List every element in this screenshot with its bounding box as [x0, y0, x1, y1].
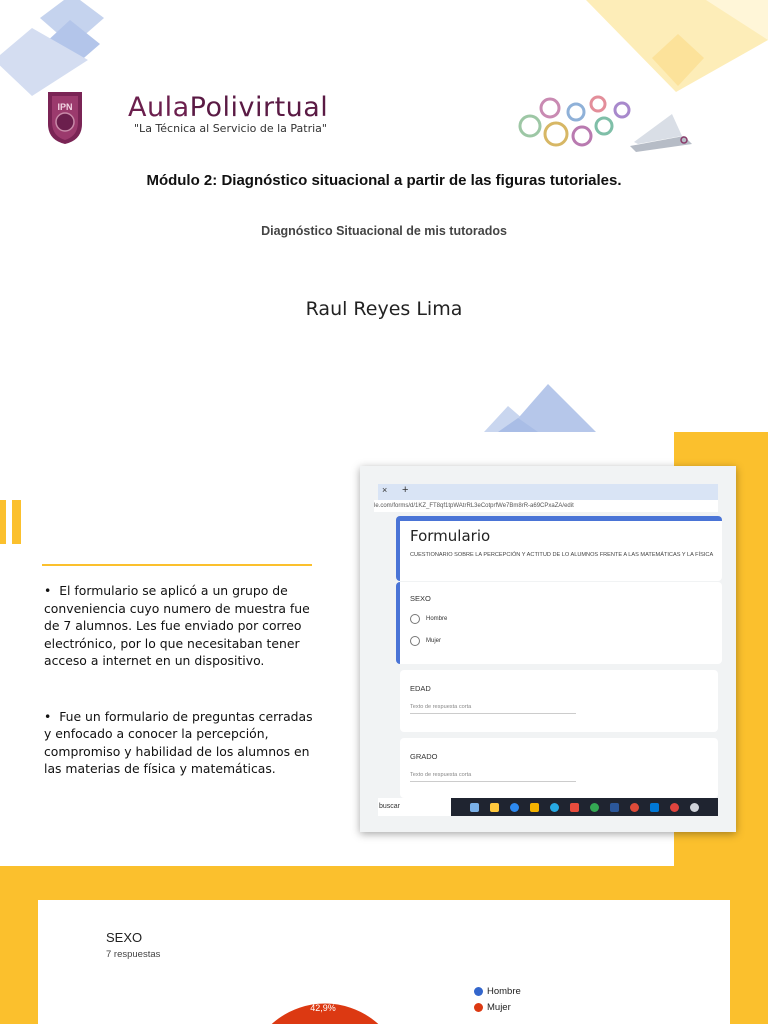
legend-item-hombre: [474, 986, 521, 997]
form-description: CUESTIONARIO SOBRE LA PERCEPCIÓN Y ACTITUD DE LO ALUMNOS FRENTE A LAS MATEMÁTICAS Y LA FÍSICA: [410, 552, 714, 558]
taskbar-app-icon: [470, 803, 479, 812]
ipn-seal-logo: [44, 86, 86, 146]
form-title: Formulario: [410, 527, 491, 545]
gear-icon: [690, 803, 699, 812]
slide-title: Módulo 2: Diagnóstico situacional a partir de las figuras tutoriales.: [146, 172, 622, 189]
taskbar-app-icon: [650, 803, 659, 812]
question-label-edad: EDAD: [410, 684, 431, 693]
yellow-bar-left-1: [0, 500, 6, 544]
radio-mujer-icon: [410, 636, 420, 646]
option-mujer-label: Mujer: [426, 638, 442, 644]
bullet-item-1: • El formulario se aplicó a un grupo de conveniencia cuyo numero de muestra fue de 7 alumnos. Les fue enviado por correo electrónico, por lo que necesitaban tener acceso a internet en un dispositivo.: [44, 582, 314, 670]
taskbar-app-icon: [570, 803, 579, 812]
taskbar-search: buscar: [378, 798, 451, 816]
pie-chart: [38, 900, 730, 1024]
question-card-edad: [400, 670, 718, 732]
author-name: Raul Reyes Lima: [305, 298, 463, 320]
bullet-list: [44, 582, 314, 816]
option-hombre: [410, 614, 447, 624]
option-hombre-label: Hombre: [426, 616, 448, 622]
question-card-sexo: [396, 582, 722, 664]
logo-tagline: "La Técnica al Servicio de la Patria": [134, 122, 327, 135]
logo-brand-part-2: Polivirtual: [189, 92, 329, 123]
radio-hombre-icon: [410, 614, 420, 624]
chart-response-count: 7 respuestas: [106, 949, 161, 960]
chrome-icon: [630, 803, 639, 812]
option-mujer: [410, 636, 441, 646]
logo-brand-part-1: Aula: [128, 92, 190, 123]
legend-item-mujer: [474, 1002, 511, 1013]
taskbar-app-icon: [550, 803, 559, 812]
ipn-seal-text: IPN: [57, 102, 73, 112]
tab-close-icon: ×: [382, 485, 388, 495]
browser-tab-bar: [378, 484, 718, 500]
legend-label-mujer: Mujer: [487, 1002, 511, 1013]
question-label-sexo: SEXO: [410, 594, 431, 603]
chart-title: SEXO: [106, 930, 143, 945]
slide-subtitle: Diagnóstico Situacional de mis tutorados: [261, 224, 507, 238]
word-icon: [610, 803, 619, 812]
decorative-triangles-mid: [478, 384, 598, 434]
windows-taskbar: [378, 798, 718, 816]
aulapolivirtual-logo: [128, 92, 328, 123]
short-answer-grado: Texto de respuesta corta: [410, 772, 576, 782]
question-label-grado: GRADO: [410, 752, 438, 761]
pie-label-mujer: 42,9%: [310, 1003, 336, 1013]
legend-dot-red-icon: [474, 1003, 483, 1012]
gears-laptop-illustration: [512, 92, 698, 152]
legend-dot-blue-icon: [474, 987, 483, 996]
taskbar-app-icon: [490, 803, 499, 812]
url-bar: le.com/forms/d/1KZ_FT8qf1tpWAtrRL3eCotprfWe7Bm8rR-a69CPxaZA/edit: [374, 500, 718, 512]
chart-card: [38, 900, 730, 1024]
short-answer-edad: Texto de respuesta corta: [410, 704, 576, 714]
yellow-divider-line: [42, 564, 312, 566]
legend-label-hombre: Hombre: [487, 986, 521, 997]
decorative-diamonds-top-right: [586, 0, 768, 100]
form-header-card: [396, 516, 722, 581]
chrome-icon: [590, 803, 599, 812]
new-tab-icon: +: [402, 484, 409, 496]
taskbar-app-icon: [670, 803, 679, 812]
bullet-item-2: • Fue un formulario de preguntas cerradas y enfocado a conocer la percepción, compromiso y habilidad de los alumnos en las materias de física y matemáticas.: [44, 708, 314, 778]
edge-icon: [510, 803, 519, 812]
question-card-grado: [400, 738, 718, 798]
folder-icon: [530, 803, 539, 812]
yellow-bar-left-2: [12, 500, 21, 544]
form-screenshot: [360, 466, 736, 832]
